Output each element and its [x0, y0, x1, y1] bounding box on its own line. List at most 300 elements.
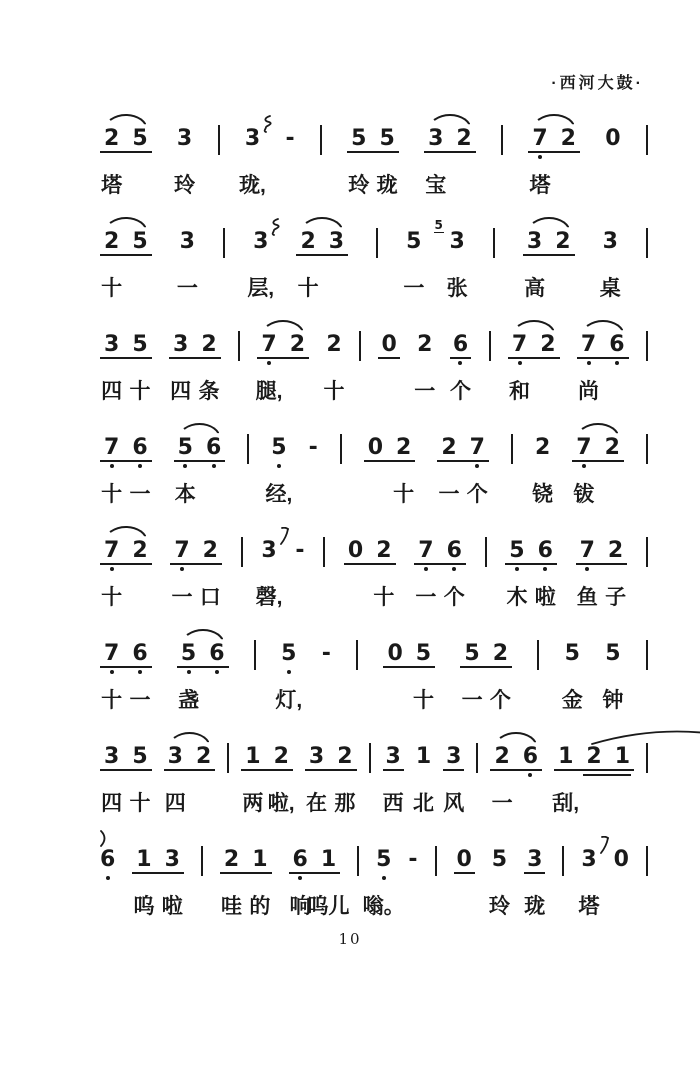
note-group [424, 126, 476, 197]
tie-icon [590, 728, 700, 746]
slur-arc [104, 526, 148, 542]
lyric: 高 [524, 277, 546, 300]
lyric: 玲 [488, 895, 510, 918]
octave-dot [424, 567, 428, 571]
bar-line [369, 743, 371, 773]
note-group [344, 538, 396, 609]
beam-group [347, 126, 399, 197]
lyric: 珑, [239, 174, 266, 197]
bar-line [359, 331, 361, 361]
octave-dot [458, 361, 462, 365]
dash-note: - [408, 847, 418, 872]
bar-line [201, 846, 203, 876]
bar-line [238, 331, 240, 361]
octave-dot [528, 773, 532, 777]
note: 7 一 [171, 538, 193, 609]
note: 5 [132, 229, 148, 254]
lyric: 呜 [133, 895, 155, 918]
note: 7 尚 [578, 332, 600, 403]
note-group [383, 641, 435, 712]
note: 5 金 [561, 641, 583, 712]
note: 0 [387, 641, 403, 666]
beam-group [100, 744, 152, 815]
score-line [100, 112, 648, 215]
lyric: 刮, [552, 792, 580, 815]
note: 2 [289, 332, 305, 357]
note: 2 哇 [221, 847, 243, 918]
octave-dot [543, 567, 547, 571]
note: 6 响 [289, 847, 311, 918]
bar-line [247, 434, 249, 464]
octave-dot [587, 361, 591, 365]
bar-line [340, 434, 342, 464]
score-line [100, 833, 648, 936]
note: 0 [605, 126, 621, 151]
lyric: 啦 [534, 586, 556, 609]
octave-dot [582, 464, 586, 468]
lyric: 啦 [161, 895, 183, 918]
lyric: 个 [443, 586, 465, 609]
bar-line [227, 743, 229, 773]
octave-dot [382, 876, 386, 880]
lyric: 一 [414, 380, 436, 403]
slur-arc [527, 217, 571, 233]
octave-dot [215, 670, 219, 674]
note-group [100, 744, 152, 815]
slur-arc [428, 114, 472, 130]
lyric: 个 [466, 483, 488, 506]
note: 7 钹 [573, 435, 595, 506]
lyric: 张 [446, 277, 468, 300]
lyric: 个 [489, 689, 511, 712]
octave-dot [298, 876, 302, 880]
bar-line [493, 228, 495, 258]
note: 1 刮, [552, 744, 580, 815]
slur-arc [300, 217, 344, 233]
lyric: 一 [403, 277, 425, 300]
note: 5 木 [506, 538, 528, 609]
octave-dot [287, 670, 291, 674]
note: 3 啦 [161, 847, 183, 918]
bar-line [511, 434, 513, 464]
note-group [460, 641, 512, 712]
note: 5 珑 [376, 126, 398, 197]
lyric: 钹 [573, 483, 595, 506]
note: 1 [614, 744, 630, 769]
octave-dot [475, 464, 479, 468]
slur-arc [168, 732, 212, 748]
note-group [528, 126, 580, 197]
octave-dot [267, 361, 271, 365]
lyric: 塔 [101, 174, 123, 197]
lyric: 玲 [174, 174, 196, 197]
bar-line [501, 125, 503, 155]
bar-line [223, 228, 225, 258]
bar-line [646, 331, 648, 361]
lyric: 啦, [267, 792, 295, 815]
note-group [132, 847, 184, 918]
beam-group [132, 847, 184, 918]
note: 6 个 [443, 538, 465, 609]
note: 2 [195, 744, 212, 769]
beam-group [508, 332, 560, 403]
lyric: 子 [605, 586, 627, 609]
note: 5 玲 [348, 126, 370, 197]
note-group [577, 332, 629, 403]
note: 3 四 [101, 332, 123, 403]
octave-dot [183, 464, 187, 468]
note: 2 个 [489, 641, 511, 712]
octave-dot [187, 670, 191, 674]
lyric: 钟 [602, 689, 624, 712]
note-group [523, 229, 575, 300]
lyric: 铙 [532, 483, 554, 506]
lyric: 塔 [578, 895, 600, 918]
octave-dot [106, 876, 110, 880]
page-number: 10 [338, 930, 362, 948]
octave-dot [110, 464, 114, 468]
lyric: 金 [561, 689, 583, 712]
lyric: 木 [506, 586, 528, 609]
note: 3 高 [524, 229, 546, 300]
note: 2 条 [198, 332, 220, 403]
note: 7 十 [101, 641, 123, 712]
note-group [174, 435, 226, 506]
note: 0 [347, 538, 364, 563]
note-group [490, 744, 542, 815]
note-group [255, 332, 309, 403]
lyric: 条 [198, 380, 220, 403]
beam-group [164, 744, 216, 815]
octave-dot [518, 361, 522, 365]
note: 5 玲 [488, 847, 510, 918]
lyric: 十 [101, 483, 123, 506]
beam-group [490, 744, 542, 815]
note: 2 十 [101, 229, 123, 300]
lyric: 尚 [578, 380, 600, 403]
note: 5 嗡。 [362, 847, 405, 918]
lyric: 磬, [255, 586, 283, 609]
note: 6 一 [129, 435, 151, 506]
beam-group [241, 744, 295, 815]
lyric: 经, [265, 483, 293, 506]
beam-group [100, 229, 152, 300]
beam-group [460, 641, 512, 712]
note: 3 一 [176, 229, 198, 300]
note-group [364, 435, 416, 506]
lyric: 宝 [425, 174, 447, 197]
bar-line [646, 537, 648, 567]
beam-group [289, 847, 350, 918]
octave-dot [110, 567, 114, 571]
note: 1 的 [249, 847, 271, 918]
lyric: 十 [129, 792, 151, 815]
lyric: 玲 [348, 174, 370, 197]
note: 3 西 [382, 744, 404, 815]
slur-arc [532, 114, 576, 130]
note-group [164, 744, 216, 815]
note: 0 [613, 847, 629, 872]
note: 2 [540, 332, 556, 357]
score [100, 112, 648, 936]
lyric: 的 [249, 895, 271, 918]
beam-group [576, 538, 628, 609]
glissando-icon [598, 836, 610, 854]
slur-arc [512, 320, 556, 336]
note-group [437, 435, 489, 506]
note: 2 塔 [101, 126, 123, 197]
lyric: 一 [491, 792, 513, 815]
lyric: 本 [174, 483, 196, 506]
lyric: 十 [297, 277, 319, 300]
note: 5 盏 [178, 641, 200, 712]
beam-group [523, 229, 575, 300]
lyric: 一 [129, 689, 151, 712]
lyric: 在 [306, 792, 328, 815]
score-line [100, 421, 648, 524]
lyric: 四 [101, 792, 123, 815]
bar-line [537, 640, 539, 670]
note: 2 十 [323, 332, 345, 403]
beam-group [505, 538, 557, 609]
lyric: 一 [438, 483, 460, 506]
lyric: 十 [101, 586, 123, 609]
beam-group [100, 435, 152, 506]
note: 0 [367, 435, 384, 460]
note: 0 [454, 849, 475, 874]
score-line [100, 524, 648, 627]
note: 6 [609, 334, 624, 356]
octave-dot [138, 464, 142, 468]
note: 2 [560, 126, 576, 151]
note: 6 [523, 746, 538, 768]
beam-group [100, 641, 152, 712]
octave-dot [138, 670, 142, 674]
beam-group [577, 332, 629, 403]
bar-line [320, 125, 322, 155]
bar-line [646, 125, 648, 155]
beam-group [177, 641, 229, 712]
lyric: 十 [129, 380, 151, 403]
octave-dot [615, 361, 619, 365]
note: 3 层, [253, 231, 268, 253]
beam-group [100, 126, 152, 197]
bar-line [646, 846, 648, 876]
note: 3 桌 [599, 229, 621, 300]
beam-group [170, 538, 222, 609]
lyric: 西 [382, 792, 404, 815]
note-group [289, 847, 350, 918]
octave-dot [585, 567, 589, 571]
note-group [220, 847, 272, 918]
dash-note: - [308, 435, 318, 460]
octave-dot [452, 567, 456, 571]
note: 3 在 [306, 744, 328, 815]
glissando-icon [261, 115, 273, 133]
glissando-icon [278, 527, 290, 545]
bar-line [241, 537, 243, 567]
note-group [572, 435, 624, 506]
lyric: 十 [323, 380, 345, 403]
lyric: 珑 [376, 174, 398, 197]
note-group [414, 538, 466, 609]
note: 2 一 [438, 435, 460, 506]
octave-dot [110, 670, 114, 674]
octave-dot [538, 155, 542, 159]
note: 2 啦, [267, 744, 295, 815]
lyric: 一 [176, 277, 198, 300]
note: 0 [378, 334, 399, 359]
lyric: 风 [443, 792, 465, 815]
note: 2 十 [297, 229, 319, 300]
note: 3 磬, [261, 540, 276, 562]
beam-group [344, 538, 396, 609]
beam-group [528, 126, 580, 197]
note: 5 经, [265, 435, 293, 506]
note: 7 鱼 [576, 538, 598, 609]
octave-dot [212, 464, 216, 468]
bar-line [218, 125, 220, 155]
note: 3 珑 [524, 847, 546, 918]
beam-group [383, 641, 435, 712]
lyric: 灯, [275, 689, 303, 712]
note: 3 张 5 [434, 218, 468, 300]
note: 2 [604, 435, 620, 460]
note: 3 风 [443, 744, 465, 815]
note: 3 珑, [245, 128, 260, 150]
bar-line [646, 743, 648, 773]
bar-line [489, 331, 491, 361]
note-group [100, 126, 152, 197]
note-group [552, 744, 634, 815]
octave-dot [277, 464, 281, 468]
note: 2 [456, 126, 472, 151]
bar-line [254, 640, 256, 670]
note: 2 那 [334, 744, 356, 815]
slur-arc [178, 423, 222, 439]
note-group [347, 126, 399, 197]
score-line [100, 215, 648, 318]
lyric: 和 [509, 380, 531, 403]
dash-note: - [285, 126, 295, 151]
note: 7 和 [509, 332, 531, 403]
note: 1 呜儿 [307, 847, 350, 918]
note: 3 玲 [174, 126, 196, 197]
note: 6 [209, 643, 224, 665]
beam-group [100, 538, 152, 609]
note: 5 灯, [275, 641, 303, 712]
note: 6 [100, 849, 115, 871]
note: 1 两 [242, 744, 264, 815]
note: 1 呜 [133, 847, 155, 918]
note-group [296, 229, 348, 300]
lyric: 四 [101, 380, 123, 403]
note: 3 [328, 229, 345, 254]
note: 3 四 [170, 332, 192, 403]
bar-line [485, 537, 487, 567]
glissando-icon [269, 218, 281, 236]
lyric: 四 [170, 380, 192, 403]
note-group [100, 229, 152, 300]
beam-group [414, 538, 466, 609]
lyric: 腿, [255, 380, 283, 403]
slur-arc [104, 114, 148, 130]
score-line [100, 318, 648, 421]
lyric: 一 [461, 689, 483, 712]
lyric: 个 [449, 380, 471, 403]
note: 2 [555, 229, 571, 254]
bar-line [323, 537, 325, 567]
octave-dot [180, 567, 184, 571]
lyric: 一 [129, 483, 151, 506]
lyric: 塔 [529, 174, 551, 197]
note-group [305, 744, 357, 815]
beam-line [583, 774, 631, 776]
lyric: 十 [412, 689, 434, 712]
lyric: 呜儿 [307, 895, 350, 918]
lyric: 响 [289, 895, 311, 918]
beam-group [174, 435, 226, 506]
note: 7 一 [415, 538, 437, 609]
lyric: 一 [415, 586, 437, 609]
lyric: 两 [242, 792, 264, 815]
note: 7 个 [466, 435, 488, 506]
lyric: 桌 [599, 277, 621, 300]
beam-group [572, 435, 624, 506]
note: 3 塔 [581, 849, 596, 871]
note-group [576, 538, 628, 609]
note: 5 一 [461, 641, 483, 712]
note: 7 腿, [255, 332, 283, 403]
note: 2 一 [414, 332, 436, 403]
score-line [100, 730, 648, 833]
note: 5 本 [174, 435, 196, 506]
note-group [170, 538, 222, 609]
dash-note: - [321, 641, 331, 666]
bar-line [562, 846, 564, 876]
lyric: 层, [247, 277, 275, 300]
slur-arc [494, 732, 538, 748]
note: 5 一 [403, 229, 425, 300]
note-group [100, 435, 152, 506]
note: 7 十 [101, 435, 123, 506]
bar-line [646, 434, 648, 464]
note: 7 十 [101, 538, 123, 609]
note: 5 钟 [602, 641, 624, 712]
bar-line [646, 228, 648, 258]
note: 3 宝 [425, 126, 447, 197]
bar-line [646, 640, 648, 670]
note-group [100, 538, 152, 609]
lyric: 一 [171, 586, 193, 609]
lyric: 哇 [221, 895, 243, 918]
note-group [169, 332, 221, 403]
beam-group [424, 126, 476, 197]
beam-group [305, 744, 357, 815]
octave-dot [515, 567, 519, 571]
bar-line [356, 640, 358, 670]
tie-icon [98, 830, 110, 847]
lyric: 十 [101, 277, 123, 300]
note: 6 个 [449, 332, 471, 403]
beam-group [255, 332, 309, 403]
beam-group [437, 435, 489, 506]
slur-arc [261, 320, 305, 336]
lyric: 那 [334, 792, 356, 815]
note-group [241, 744, 295, 815]
bar-line [435, 846, 437, 876]
lyric: 北 [412, 792, 434, 815]
